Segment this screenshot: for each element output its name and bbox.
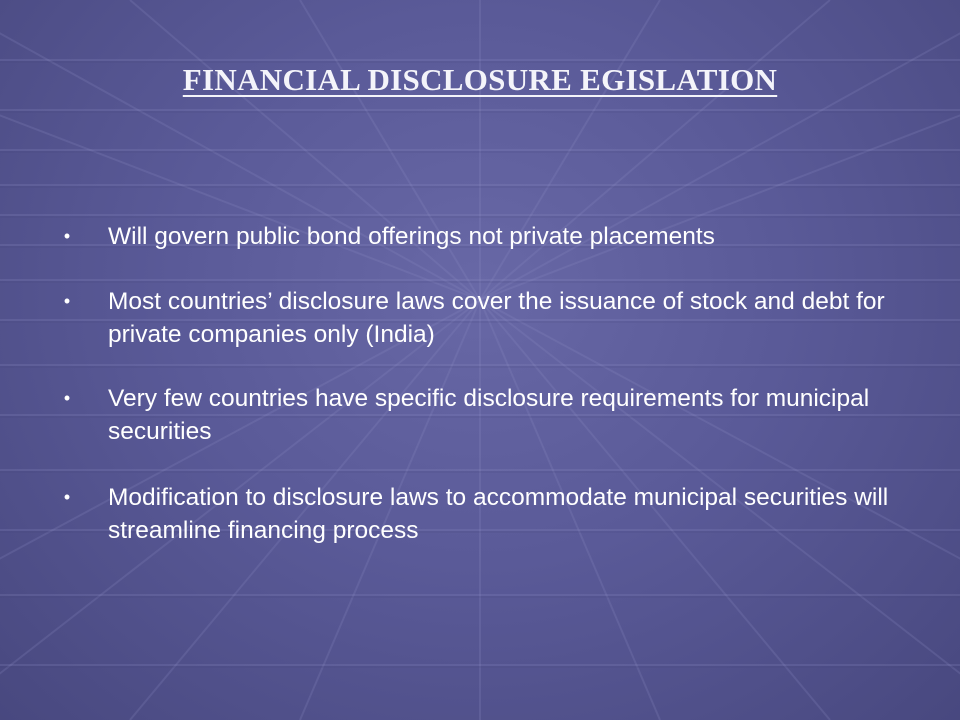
bullet-marker: • — [63, 291, 71, 311]
bullet-text: Most countries’ disclosure laws cover the issuance of stock and debt for private companies only (India) — [108, 288, 885, 348]
bullet-marker: • — [63, 388, 71, 408]
bullet-text: Very few countries have specific disclosure requirements for municipal securities — [108, 385, 870, 445]
bullet-item — [58, 285, 918, 351]
bullet-item — [58, 220, 918, 253]
bullet-marker: • — [63, 487, 71, 507]
bullet-item — [58, 382, 918, 448]
slide-title: FINANCIAL DISCLOSURE EGISLATION — [182, 62, 778, 97]
bullet-item — [58, 481, 918, 547]
bullet-text: Modification to disclosure laws to accommodate municipal securities will streamline financing process — [108, 484, 889, 544]
bullet-text: Will govern public bond offerings not private placements — [108, 223, 715, 250]
bullet-marker: • — [63, 226, 71, 246]
